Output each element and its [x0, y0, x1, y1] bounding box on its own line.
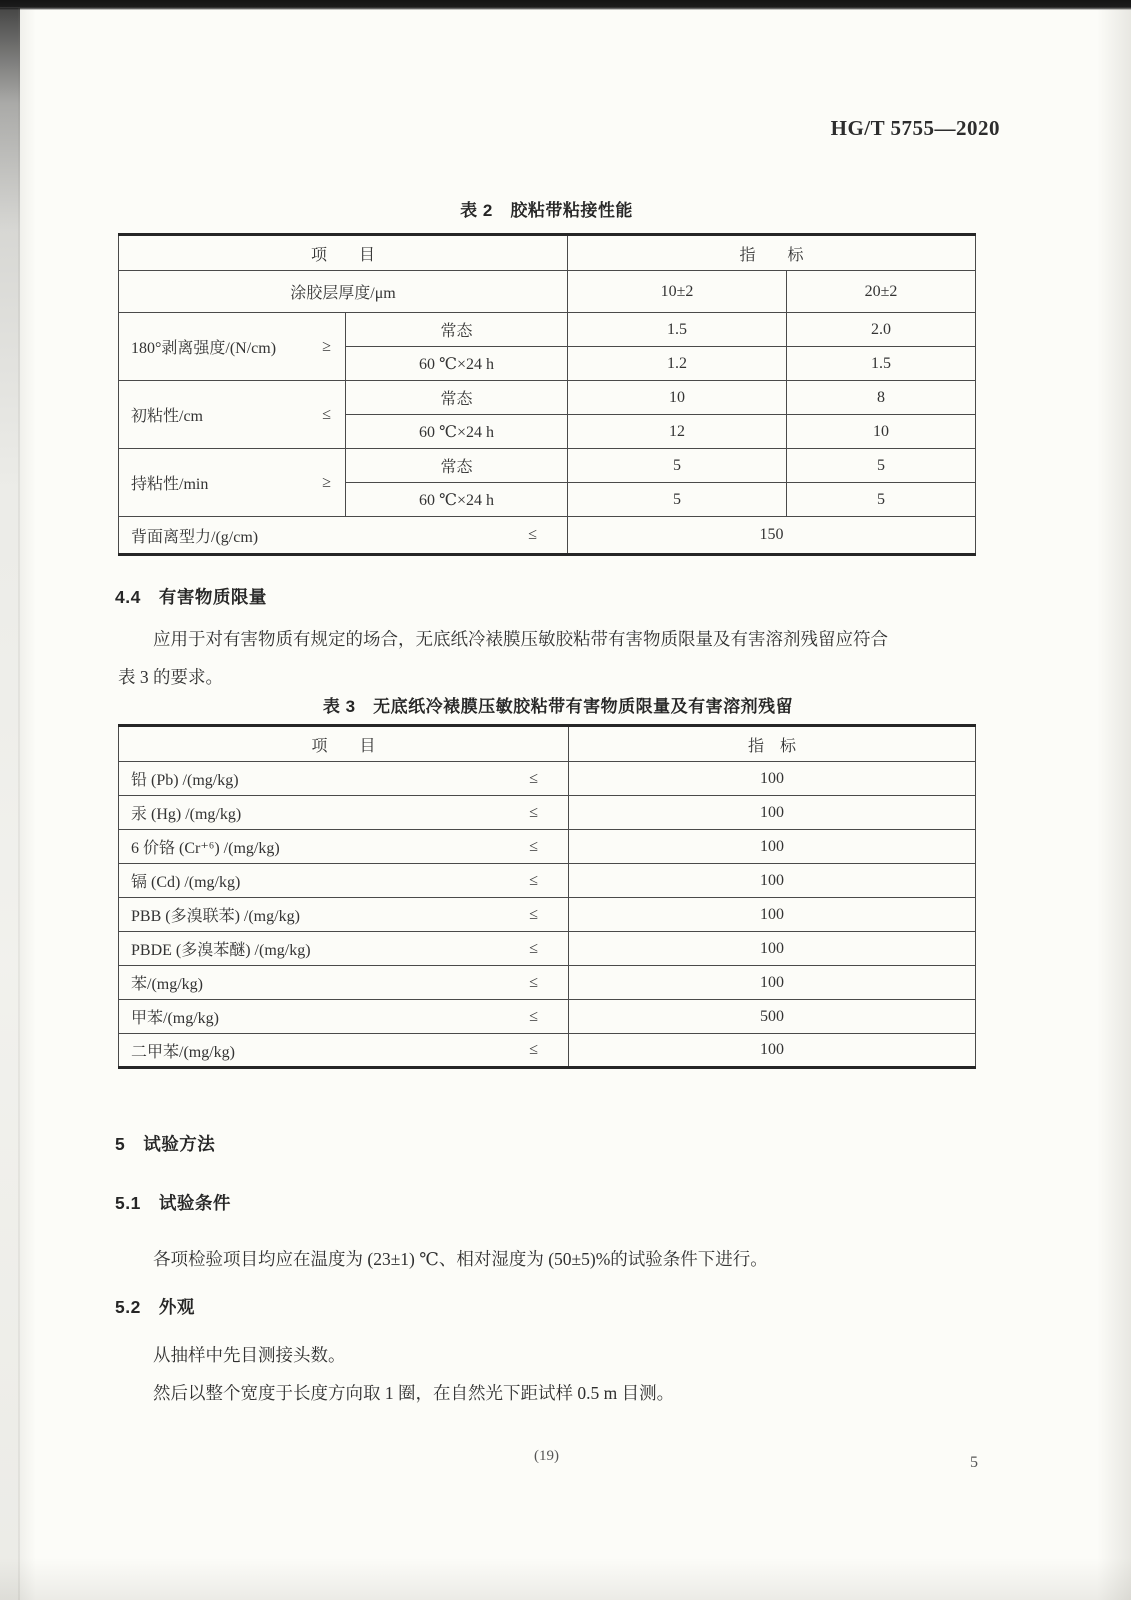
- cell-value: 1.2: [568, 347, 787, 381]
- le-symbol: ≤: [529, 837, 538, 855]
- cell-label: [119, 381, 346, 449]
- cell-value: 100: [569, 796, 976, 830]
- table-row: [119, 235, 976, 271]
- cell-condition: 常态: [346, 449, 568, 483]
- ge-symbol: ≥: [322, 337, 331, 355]
- cell-label: [119, 449, 346, 517]
- table-row: [119, 726, 976, 762]
- cell-label: [119, 1034, 569, 1068]
- property-label: 初粘性/cm: [131, 408, 203, 425]
- section-5-heading: 5 试验方法: [115, 1134, 216, 1154]
- table3-header-item: 项 目: [119, 726, 569, 762]
- table-row: [119, 864, 976, 898]
- cell-value: 100: [569, 864, 976, 898]
- cell-value: 100: [569, 898, 976, 932]
- cell-label: [119, 830, 569, 864]
- table-row: [119, 313, 976, 347]
- substance-label: 甲苯/(mg/kg): [131, 1010, 219, 1027]
- table3: [118, 724, 976, 1069]
- le-symbol: ≤: [529, 769, 538, 787]
- cell-value: 2.0: [787, 313, 976, 347]
- cell-value: 10: [568, 381, 787, 415]
- table2-title: 表 2 胶粘带粘接性能: [460, 201, 633, 220]
- cell-label: [119, 898, 569, 932]
- cell-value: 1.5: [787, 347, 976, 381]
- paragraph-line: 表 3 的要求。: [118, 667, 223, 687]
- table-row: [119, 1034, 976, 1068]
- cell-label: [119, 1000, 569, 1034]
- property-label: 持粘性/min: [131, 476, 209, 493]
- cell-label: [119, 313, 346, 381]
- cell-value: 10: [787, 415, 976, 449]
- le-symbol: ≤: [529, 1041, 538, 1058]
- footer-page-number: 5: [970, 1454, 978, 1471]
- cell-value: 100: [569, 932, 976, 966]
- property-label: 180°剥离强度/(N/cm): [131, 340, 277, 357]
- cell-condition: 常态: [346, 381, 568, 415]
- cell-value: 100: [569, 762, 976, 796]
- cell-condition: 60 ℃×24 h: [346, 415, 568, 449]
- table3-header-index: 指 标: [569, 726, 976, 762]
- cell-condition: 60 ℃×24 h: [346, 483, 568, 517]
- section-5-1-heading: 5.1 试验条件: [115, 1193, 231, 1213]
- ge-symbol: ≥: [322, 473, 331, 491]
- substance-label: PBDE (多溴苯醚) /(mg/kg): [131, 942, 311, 959]
- table-row: [119, 449, 976, 483]
- table2-header-item: 项 目: [119, 235, 568, 271]
- table2-header-index: 指 标: [568, 235, 976, 271]
- substance-label: 汞 (Hg) /(mg/kg): [131, 806, 242, 823]
- cell-value: 8: [787, 381, 976, 415]
- le-symbol: ≤: [529, 973, 538, 991]
- cell-label: [119, 864, 569, 898]
- table-row: [119, 517, 976, 555]
- cell-condition: 60 ℃×24 h: [346, 347, 568, 381]
- section-4-4-paragraph: [118, 620, 1010, 696]
- cell-value: 5: [568, 449, 787, 483]
- substance-label: 苯/(mg/kg): [131, 976, 203, 993]
- le-symbol: ≤: [529, 803, 538, 821]
- standard-number: HG/T 5755—2020: [830, 116, 1000, 140]
- cell-label: [119, 932, 569, 966]
- le-symbol: ≤: [529, 939, 538, 957]
- substance-label: 6 价铬 (Cr⁺⁶) /(mg/kg): [131, 840, 280, 857]
- table-row: [119, 381, 976, 415]
- cell-value: 100: [569, 1034, 976, 1068]
- footer-sheet-number: (19): [534, 1448, 559, 1464]
- scan-edge-bottom: [0, 1558, 1131, 1600]
- section-5-1-paragraph: 各项检验项目均应在温度为 (23±1) ℃、相对湿度为 (50±5)%的试验条件下进行。: [153, 1249, 768, 1269]
- scan-edge-right: [1097, 8, 1131, 1600]
- section-5-2-heading: 5.2 外观: [115, 1297, 195, 1317]
- substance-label: 镉 (Cd) /(mg/kg): [131, 874, 241, 891]
- cell-value: 5: [787, 449, 976, 483]
- cell-value: 10±2: [568, 271, 787, 313]
- table-row: [119, 932, 976, 966]
- cell-label: 涂胶层厚度/μm: [119, 271, 568, 313]
- cell-condition: 常态: [346, 313, 568, 347]
- substance-label: 铅 (Pb) /(mg/kg): [131, 772, 239, 789]
- table-row: [119, 271, 976, 313]
- cell-value: 5: [787, 483, 976, 517]
- paragraph-line: 应用于对有害物质有规定的场合，无底纸冷裱膜压敏胶粘带有害物质限量及有害溶剂残留应符合: [153, 629, 888, 649]
- table3-title: 表 3 无底纸冷裱膜压敏胶粘带有害物质限量及有害溶剂残留: [322, 697, 794, 716]
- cell-label: [119, 966, 569, 1000]
- le-symbol: ≤: [529, 1007, 538, 1025]
- cell-value: 500: [569, 1000, 976, 1034]
- substance-label: 二甲苯/(mg/kg): [131, 1043, 235, 1061]
- cell-value: 20±2: [787, 271, 976, 313]
- cell-value: 100: [569, 966, 976, 1000]
- cell-label: [119, 762, 569, 796]
- section-5-2-line1: 从抽样中先目测接头数。: [153, 1345, 346, 1365]
- substance-label: PBB (多溴联苯) /(mg/kg): [131, 908, 300, 925]
- scan-edge-left: [0, 8, 20, 1600]
- cell-value: 5: [568, 483, 787, 517]
- table-row: [119, 830, 976, 864]
- cell-value: 1.5: [568, 313, 787, 347]
- table2: [118, 233, 976, 556]
- le-symbol: ≤: [529, 871, 538, 889]
- cell-value: 150: [568, 517, 976, 555]
- property-label: 背面离型力/(g/cm): [131, 528, 259, 546]
- cell-label: [119, 796, 569, 830]
- table-row: [119, 898, 976, 932]
- le-symbol: ≤: [528, 526, 538, 543]
- le-symbol: ≤: [529, 905, 538, 923]
- cell-value: 100: [569, 830, 976, 864]
- table-row: [119, 1000, 976, 1034]
- scan-edge-left-shadow: [18, 8, 36, 1600]
- le-symbol: ≤: [322, 405, 331, 423]
- table-row: [119, 762, 976, 796]
- section-5-2-line2: 然后以整个宽度于长度方向取 1 圈，在自然光下距试样 0.5 m 目测。: [153, 1383, 675, 1403]
- table-row: [119, 966, 976, 1000]
- section-4-4-heading: 4.4 有害物质限量: [115, 587, 267, 607]
- cell-value: 12: [568, 415, 787, 449]
- cell-label: [119, 517, 568, 555]
- scan-edge-top: [0, 0, 1131, 10]
- table-row: [119, 796, 976, 830]
